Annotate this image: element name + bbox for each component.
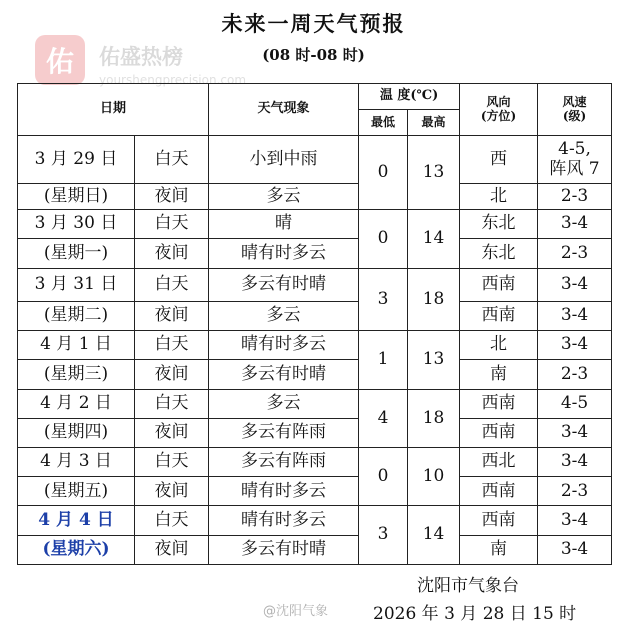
wind-dir-cell: 南: [460, 535, 538, 564]
temp-min-cell: 4: [359, 389, 408, 447]
weather-cell: 多云有阵雨: [209, 418, 359, 447]
date-cell: 3 月 31 日: [18, 268, 135, 301]
wind-speed-cell: 4-5: [538, 389, 612, 418]
weekday-cell: (星期四): [18, 418, 135, 447]
table-row: [18, 360, 612, 389]
wind-speed-cell: 3-4: [538, 535, 612, 564]
temp-max-cell: 10: [408, 448, 460, 506]
forecast-body: [18, 136, 612, 565]
table-row: [18, 535, 612, 564]
period-label: 白天: [135, 331, 209, 360]
page-title: 未来一周天气预报: [221, 11, 406, 36]
period-label: 夜间: [135, 535, 209, 564]
temp-min-cell: 0: [359, 448, 408, 506]
wind-dir-cell: 西北: [460, 448, 538, 477]
weather-cell: 多云有时晴: [209, 360, 359, 389]
header-wind-dir: 风向 (方位): [460, 84, 538, 136]
wind-dir-cell: 西南: [460, 301, 538, 330]
temp-max-cell: 14: [408, 506, 460, 565]
temp-min-cell: 0: [359, 210, 408, 268]
header-date: 日期: [18, 84, 209, 136]
issuing-office: 沈阳市气象台: [417, 576, 519, 596]
watermark-logo-icon: 佑: [35, 35, 85, 85]
period-label: 白天: [135, 506, 209, 535]
period-label: 夜间: [135, 418, 209, 447]
temp-max-cell: 13: [408, 331, 460, 389]
weather-cell: 晴有时多云: [209, 477, 359, 506]
issue-date: 2026 年 3 月 28 日 15 时: [373, 604, 577, 624]
header-min: 最低: [359, 110, 408, 136]
weather-cell: 小到中雨: [209, 136, 359, 184]
weather-cell: 晴有时多云: [209, 506, 359, 535]
table-row: [18, 418, 612, 447]
date-cell: 4 月 4 日: [18, 506, 135, 535]
weather-cell: 多云有时晴: [209, 535, 359, 564]
wind-dir-cell: 东北: [460, 239, 538, 268]
temp-min-cell: 0: [359, 136, 408, 210]
table-row: [18, 184, 612, 210]
period-label: 夜间: [135, 301, 209, 330]
period-label: 夜间: [135, 184, 209, 210]
wind-dir-cell: 西南: [460, 477, 538, 506]
date-cell: 3 月 30 日: [18, 210, 135, 239]
table-row: [18, 506, 612, 535]
table-row: [18, 448, 612, 477]
period-label: 白天: [135, 448, 209, 477]
period-label: 白天: [135, 268, 209, 301]
weather-cell: 多云: [209, 389, 359, 418]
temp-min-cell: 3: [359, 506, 408, 565]
weekday-cell: (星期三): [18, 360, 135, 389]
header-max: 最高: [408, 110, 460, 136]
wind-dir-cell: 西南: [460, 389, 538, 418]
wind-speed-cell: 3-4: [538, 506, 612, 535]
wind-dir-cell: 东北: [460, 210, 538, 239]
header-wind-speed: 风速 (级): [538, 84, 612, 136]
table-row: [18, 210, 612, 239]
table-row: [18, 136, 612, 184]
period-label: 白天: [135, 136, 209, 184]
wind-speed-cell: 3-4: [538, 210, 612, 239]
weather-cell: 晴有时多云: [209, 331, 359, 360]
table-row: [18, 331, 612, 360]
wind-speed-cell: 2-3: [538, 360, 612, 389]
table-row: [18, 477, 612, 506]
wind-dir-cell: 西南: [460, 418, 538, 447]
date-cell: 3 月 29 日: [18, 136, 135, 184]
wind-dir-cell: 北: [460, 331, 538, 360]
date-cell: 4 月 2 日: [18, 389, 135, 418]
wind-speed-cell: 3-4: [538, 268, 612, 301]
wind-speed-cell: 2-3: [538, 477, 612, 506]
wind-dir-cell: 西: [460, 136, 538, 184]
header-temp: 温 度(℃): [359, 84, 460, 110]
date-cell: 4 月 1 日: [18, 331, 135, 360]
weather-cell: 多云有时晴: [209, 268, 359, 301]
table-row: [18, 301, 612, 330]
weather-cell: 多云: [209, 184, 359, 210]
date-cell: 4 月 3 日: [18, 448, 135, 477]
temp-min-cell: 3: [359, 268, 408, 331]
wind-speed-cell: 3-4: [538, 331, 612, 360]
header-weather: 天气现象: [209, 84, 359, 136]
temp-max-cell: 18: [408, 389, 460, 447]
weibo-watermark: @沈阳气象: [263, 604, 329, 619]
wind-dir-cell: 南: [460, 360, 538, 389]
page-subtitle: (08 时-08 时): [262, 46, 365, 64]
weekday-cell: (星期日): [18, 184, 135, 210]
wind-dir-cell: 西南: [460, 506, 538, 535]
period-label: 夜间: [135, 477, 209, 506]
forecast-table: [17, 83, 612, 565]
weekday-cell: (星期二): [18, 301, 135, 330]
temp-max-cell: 13: [408, 136, 460, 210]
wind-speed-cell: 4-5, 阵风 7: [538, 136, 612, 184]
temp-min-cell: 1: [359, 331, 408, 389]
weekday-cell: (星期五): [18, 477, 135, 506]
period-label: 夜间: [135, 239, 209, 268]
temp-max-cell: 18: [408, 268, 460, 331]
table-row: [18, 268, 612, 301]
weather-cell: 晴有时多云: [209, 239, 359, 268]
wind-dir-cell: 西南: [460, 268, 538, 301]
weather-cell: 多云有阵雨: [209, 448, 359, 477]
watermark-name: 佑盛热榜: [99, 45, 183, 69]
wind-speed-cell: 3-4: [538, 448, 612, 477]
wind-speed-cell: 3-4: [538, 418, 612, 447]
period-label: 夜间: [135, 360, 209, 389]
table-row: [18, 389, 612, 418]
period-label: 白天: [135, 389, 209, 418]
weather-cell: 晴: [209, 210, 359, 239]
wind-speed-cell: 2-3: [538, 184, 612, 210]
temp-max-cell: 14: [408, 210, 460, 268]
weekday-cell: (星期六): [18, 535, 135, 564]
weekday-cell: (星期一): [18, 239, 135, 268]
wind-speed-cell: 3-4: [538, 301, 612, 330]
period-label: 白天: [135, 210, 209, 239]
watermark-url: yourshengprecision.com: [99, 73, 247, 87]
table-row: [18, 239, 612, 268]
wind-dir-cell: 北: [460, 184, 538, 210]
weather-cell: 多云: [209, 301, 359, 330]
wind-speed-cell: 2-3: [538, 239, 612, 268]
